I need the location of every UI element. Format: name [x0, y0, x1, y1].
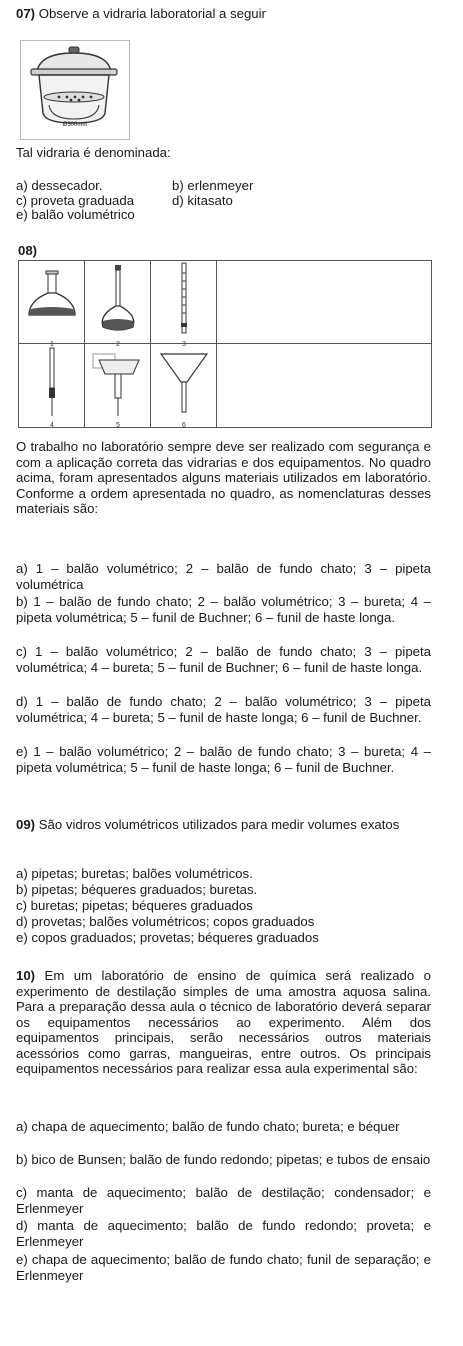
q07-option-d: d) kitasato: [172, 192, 233, 208]
q08-option-e: e) 1 – balão volumétrico; 2 – balão de fundo chato; 3 – bureta; 4 – pipeta volumétrica; 5 – funil de haste longa; 6 – funil de Buchner.: [16, 744, 431, 775]
cell-number-1: 1: [50, 341, 54, 348]
q08-option-c: c) 1 – balão volumétrico; 2 – balão de fundo chato; 3 – pipeta volumétrica; 4 – bureta; 5 – funil de Buchner; 6 – funil de haste longa.: [16, 644, 431, 675]
question-10-number: 10): [16, 968, 36, 983]
burette-icon: [19, 344, 85, 420]
question-08-paragraph: O trabalho no laboratório sempre deve ser realizado com segurança e com a aplicação correta das vidrarias e dos equipamentos. No quadro acima, foram apresentados alguns materiais utilizados em laboratório. Conforme a ordem apresentada no quadro, as nomenclaturas desses materiais são:: [16, 439, 431, 516]
q07-option-c: c) proveta graduada: [16, 192, 135, 208]
question-10-statement: Em um laboratório de ensino de química será realizado o experimento de destilação simples de uma amostra aquosa salina. Para a preparação dessa aula o técnico de laboratório deverá separar os equipamentos necessários ao experimento. Além dos equipamentos principais, serão necessários outros materiais acessórios como garras, mangueiras, entre outros. Os principais equipamentos necessários para realizar essa aula experimental são:: [16, 968, 431, 1076]
q07-option-e: e) balão volumétrico: [16, 207, 135, 222]
table-cell-4: [19, 344, 85, 427]
q09-option-a: a) pipetas; buretas; balões volumétricos.: [16, 866, 253, 881]
cell-number-6: 6: [182, 422, 186, 429]
q08-option-d: d) 1 – balão de fundo chato; 2 – balão volumétrico; 3 – pipeta volumétrica; 4 – bureta; 5 – funil de haste longa; 6 – funil de Buchner.: [16, 694, 431, 725]
q10-option-d: d) manta de aquecimento; balão de fundo redondo; proveta; e Erlenmeyer: [16, 1218, 431, 1249]
question-07-text: Observe a vidraria laboratorial a seguir: [35, 6, 266, 21]
q07-option-b: b) erlenmeyer: [172, 178, 254, 193]
q10-option-c: c) manta de aquecimento; balão de destilação; condensador; e Erlenmeyer: [16, 1185, 431, 1216]
q10-option-e: e) chapa de aquecimento; balão de fundo chato; funil de separação; e Erlenmeyer: [16, 1252, 431, 1283]
q09-option-c: c) buretas; pipetas; béqueres graduados: [16, 898, 253, 913]
cell-number-4: 4: [50, 422, 54, 429]
q09-option-e: e) copos graduados; provetas; béqueres graduados: [16, 930, 319, 945]
question-09-number: 09): [16, 817, 36, 832]
table-cell-3: [151, 261, 217, 348]
question-07-prompt: Tal vidraria é denominada:: [16, 145, 171, 160]
table-cell-5: [85, 344, 151, 427]
q07-option-a: a) dessecador.: [16, 178, 103, 193]
cell-number-3: 3: [182, 341, 186, 348]
round-flat-flask-icon: [19, 261, 85, 337]
question-07-options: [16, 178, 276, 222]
long-stem-funnel-icon: [151, 344, 217, 420]
desiccator-figure: [20, 40, 130, 140]
table-cell-6: [151, 344, 217, 427]
table-cell-1: [19, 261, 85, 348]
q10-option-b: b) bico de Bunsen; balão de fundo redondo; pipetas; e tubos de ensaio: [16, 1152, 431, 1167]
q09-option-d: d) provetas; balões volumétricos; copos graduados: [16, 914, 315, 929]
q10-option-a: a) chapa de aquecimento; balão de fundo chato; bureta; e béquer: [16, 1119, 400, 1134]
cell-number-2: 2: [116, 341, 120, 348]
q09-option-b: b) pipetas; béqueres graduados; buretas.: [16, 882, 258, 897]
q08-option-b: b) 1 – balão de fundo chato; 2 – balão volumétrico; 3 – bureta; 4 – pipeta volumétrica; 5 – funil de Buchner; 6 – funil de haste longa.: [16, 594, 431, 625]
question-09-text: [16, 817, 431, 833]
table-cell-2: [85, 261, 151, 348]
pipette-icon: [151, 261, 217, 337]
question-10-text: [16, 968, 431, 1077]
q08-option-a: a) 1 – balão volumétrico; 2 – balão de fundo chato; 3 – pipeta volumétrica: [16, 561, 431, 592]
question-07-title: [16, 6, 266, 22]
question-08-number: 08): [18, 243, 38, 258]
table-cell-blank-bottom: [217, 344, 431, 427]
glassware-table: [18, 260, 432, 428]
cell-number-5: 5: [116, 422, 120, 429]
question-09-statement: São vidros volumétricos utilizados para medir volumes exatos: [35, 817, 400, 832]
table-cell-blank-top: [217, 261, 431, 344]
buchner-funnel-icon: [85, 344, 151, 420]
volumetric-flask-icon: [85, 261, 151, 337]
question-07-number: 07): [16, 6, 36, 21]
desiccator-size-label: Ø300mm: [62, 122, 88, 128]
